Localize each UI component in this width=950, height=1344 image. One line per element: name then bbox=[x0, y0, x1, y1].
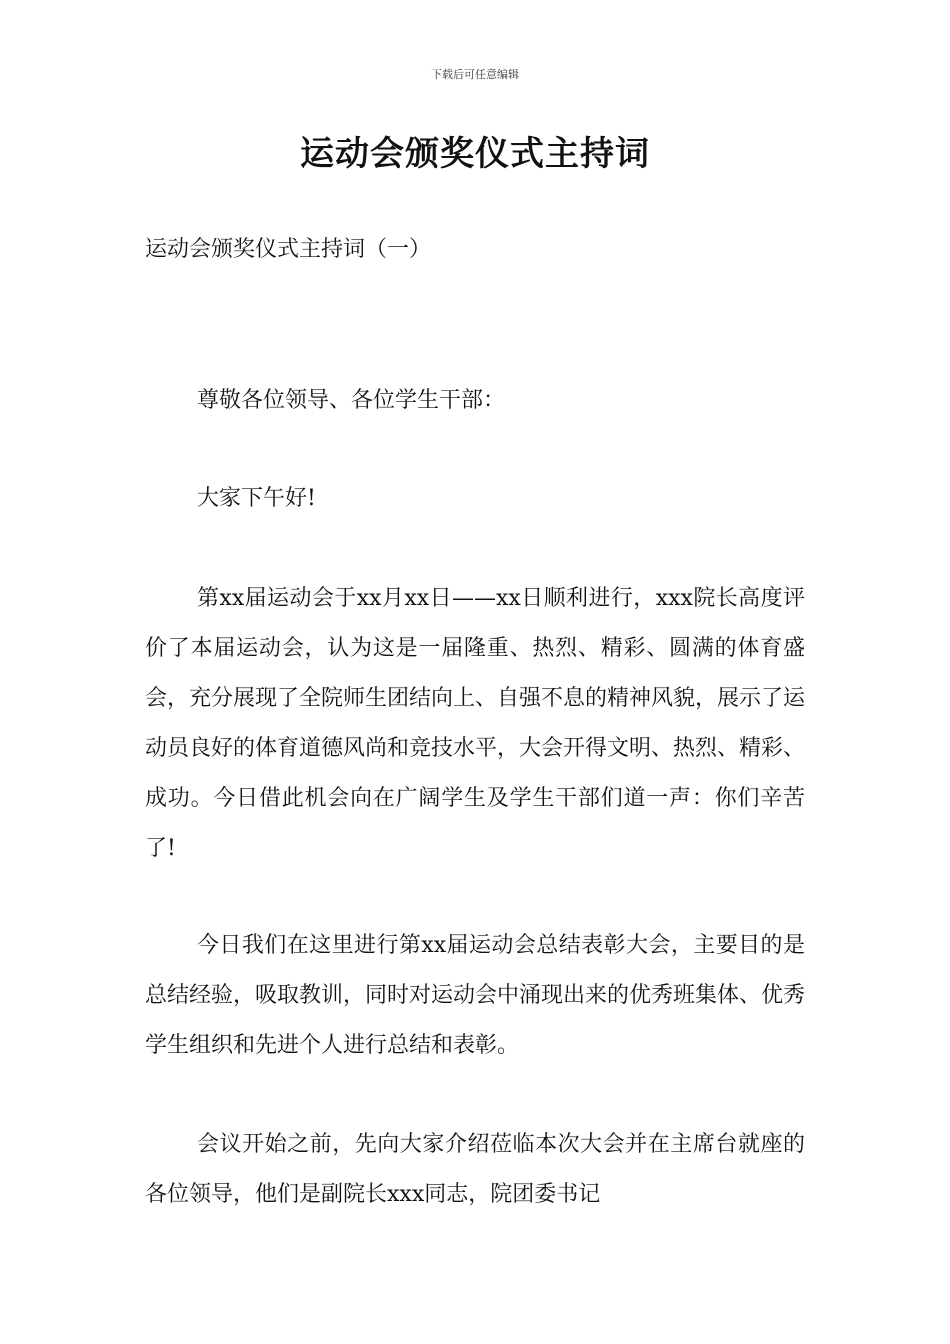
salutation-paragraph: 尊敬各位领导、各位学生干部： bbox=[197, 388, 506, 413]
section-heading: 运动会颁奖仪式主持词（一） bbox=[145, 237, 432, 262]
header-note: 下载后可任意编辑 bbox=[431, 68, 519, 81]
body-paragraph: 第xx届运动会于xx月xx日——xx日顺利进行，xxx院长高度评价了本届运动会，认为这是一届隆重、热烈、精彩、圆满的体育盛会，充分展现了全院师生团结向上、自强不息的精神风貌，展示了运动员良好的体育道德风尚和竞技水平，大会开得文明、热烈、精彩、成功。今日借此机会向在广阔学生及学生干部们道一声：你们辛苦了! bbox=[145, 586, 806, 861]
document-title: 运动会颁奖仪式主持词 bbox=[300, 134, 650, 174]
body-paragraph: 会议开始之前，先向大家介绍莅临本次大会并在主席台就座的各位领导，他们是副院长xxx同志，院团委书记 bbox=[145, 1132, 805, 1207]
body-paragraph: 今日我们在这里进行第xx届运动会总结表彰大会，主要目的是总结经验，吸取教训，同时对运动会中涌现出来的优秀班集体、优秀学生组织和先进个人进行总结和表彰。 bbox=[145, 933, 806, 1058]
greeting-paragraph: 大家下午好! bbox=[197, 486, 316, 511]
